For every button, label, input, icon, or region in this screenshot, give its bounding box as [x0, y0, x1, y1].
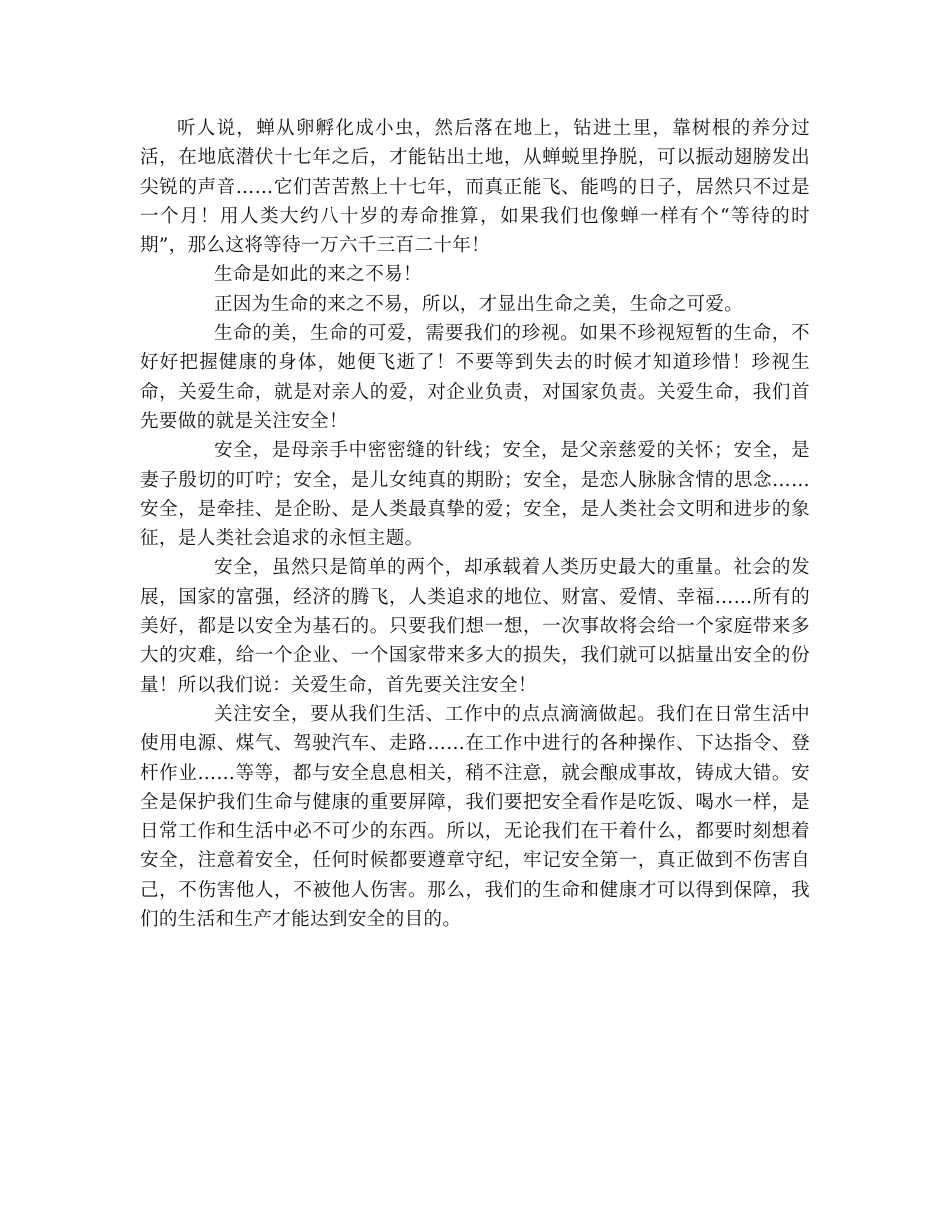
paragraph-life-precious: 生命是如此的来之不易！ — [214, 264, 422, 286]
paragraph-cicada: 听人说，蝉从卵孵化成小虫，然后落在地上，钻进土里，靠树根的养分过活，在地底潜伏十七年之后，才能钻出土地，从蝉蜕里挣脱，可以振动翅膀发出尖锐的声音……它们苦苦熬上十七年，而真正能飞、能鸣的日子，居然只不过是一个月！用人类大约八十岁的寿命推算，如果我们也像蝉一样有个“等待的时期”，那么这将等待一万六千三百二十年！ — [140, 118, 810, 257]
paragraph-life-beauty: 正因为生命的来之不易，所以，才显出生命之美，生命之可爱。 — [214, 293, 744, 315]
paragraph-safety-weight: 安全，虽然只是简单的两个，却承载着人类历史最大的重量。社会的发展，国家的富强，经济的腾飞，人类追求的地位、财富、爱情、幸福……所有的美好，都是以安全为基石的。只要我们想一想，一次事故将会给一个家庭带来多大的灾难，给一个企业、一个国家带来多大的损失，我们就可以掂量出安全的份量！所以我们说：关爱生命，首先要关注安全！ — [140, 557, 810, 696]
document-body — [140, 114, 810, 934]
paragraph-safety-meaning: 安全，是母亲手中密密缝的针线；安全，是父亲慈爱的关怀；安全，是妻子殷切的叮咛；安全，是儿女纯真的期盼；安全，是恋人脉脉含情的思念……安全，是牵挂、是企盼、是人类最真挚的爱；安全，是人类社会文明和进步的象征，是人类社会追求的永恒主题。 — [140, 440, 810, 550]
paragraph-safety-daily: 关注安全，要从我们生活、工作中的点点滴滴做起。我们在日常生活中使用电源、煤气、驾驶汽车、走路……在工作中进行的各种操作、下达指令、登杆作业……等等，都与安全息息相关，稍不注意，就会酿成事故，铸成大错。安全是保护我们生命与健康的重要屏障，我们要把安全看作是吃饭、喝水一样，是日常工作和生活中必不可少的东西。所以，无论我们在干着什么，都要时刻想着安全，注意着安全，任何时候都要遵章守纪，牢记安全第一，真正做到不伤害自己，不伤害他人，不被他人伤害。那么，我们的生命和健康才可以得到保障，我们的生活和生产才能达到安全的目的。 — [140, 703, 810, 931]
paragraph-cherish-life: 生命的美，生命的可爱，需要我们的珍视。如果不珍视短暂的生命，不好好把握健康的身体，她便飞逝了！不要等到失去的时候才知道珍惜！珍视生命，关爱生命，就是对亲人的爱，对企业负责，对国家负责。关爱生命，我们首先要做的就是关注安全！ — [140, 323, 810, 432]
